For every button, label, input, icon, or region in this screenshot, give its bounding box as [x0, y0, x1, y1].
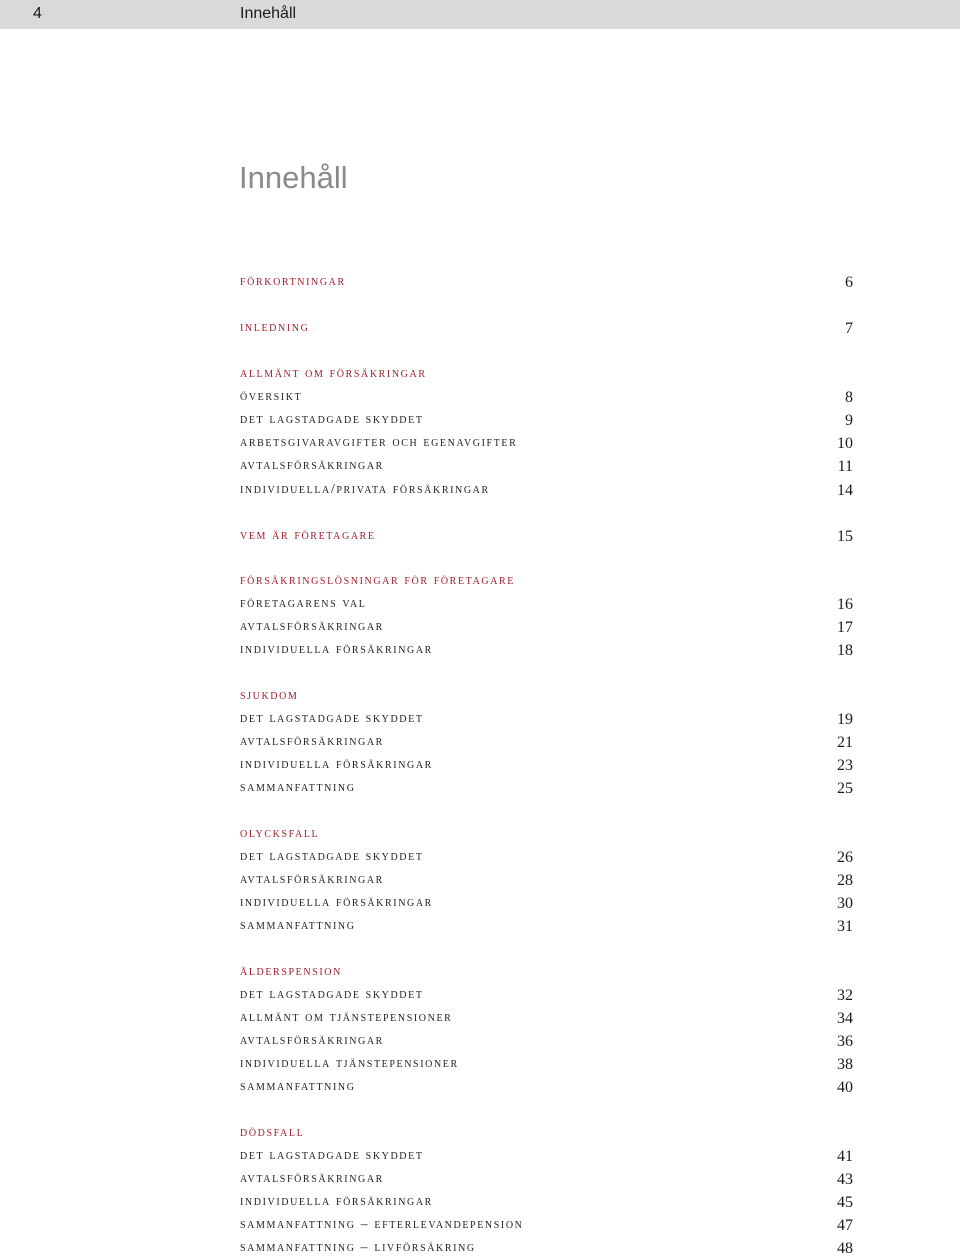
toc-entry — [240, 1054, 853, 1074]
toc-entry — [240, 410, 853, 430]
toc-page-number: 11 — [837, 458, 853, 475]
toc-label: avtalsförsäkringar — [240, 1033, 384, 1048]
toc-label: avtalsförsäkringar — [240, 619, 384, 634]
toc-page-number: 45 — [837, 1194, 853, 1211]
toc-label: individuella försäkringar — [240, 1194, 433, 1209]
toc-label: individuella/privata försäkringar — [240, 482, 490, 497]
toc-label: det lagstadgade skyddet — [240, 1148, 424, 1163]
toc-label: det lagstadgade skyddet — [240, 849, 424, 864]
toc-page-number: 23 — [837, 757, 853, 774]
toc-label: ålderspension — [240, 964, 342, 979]
toc-entry — [240, 847, 853, 867]
toc-page-number: 48 — [837, 1240, 853, 1257]
toc-label: arbetsgivaravgifter och egenavgifter — [240, 435, 518, 450]
toc-entry — [240, 870, 853, 890]
toc-page-number: 47 — [837, 1217, 853, 1234]
toc-entry — [240, 617, 853, 637]
toc-label: allmänt om tjänstepensioner — [240, 1010, 453, 1025]
toc-label: vem är företagare — [240, 528, 376, 543]
toc-label: sammanfattning — [240, 1079, 356, 1094]
toc-entry — [240, 893, 853, 913]
toc-label: individuella försäkringar — [240, 895, 433, 910]
toc-label: det lagstadgade skyddet — [240, 412, 424, 427]
toc-entry — [240, 1077, 853, 1097]
toc-page-number: 21 — [837, 734, 853, 751]
toc-entry — [240, 480, 853, 500]
toc-page-number: 32 — [837, 987, 853, 1004]
toc-page-number: 9 — [845, 412, 853, 429]
toc-page-number: 18 — [837, 642, 853, 659]
toc-page-number: 6 — [845, 274, 853, 291]
toc-page-number: 17 — [837, 619, 853, 636]
toc-entry — [240, 985, 853, 1005]
toc-entry — [240, 387, 853, 407]
toc-page-number: 30 — [837, 895, 853, 912]
toc-label: inledning — [240, 320, 310, 335]
toc-label: avtalsförsäkringar — [240, 872, 384, 887]
toc-label: individuella tjänstepensioner — [240, 1056, 459, 1071]
toc-page-number: 25 — [837, 780, 853, 797]
toc-page-number: 36 — [837, 1033, 853, 1050]
page-number: 4 — [33, 5, 42, 22]
toc-page-number: 26 — [837, 849, 853, 866]
toc-page-number: 10 — [837, 435, 853, 452]
toc-page-number: 8 — [845, 389, 853, 406]
toc-entry — [240, 1192, 853, 1212]
toc-label: avtalsförsäkringar — [240, 734, 384, 749]
toc-section — [240, 526, 853, 546]
toc-label: översikt — [240, 389, 303, 404]
toc-label: olycksfall — [240, 826, 320, 841]
toc-label: allmänt om försäkringar — [240, 366, 427, 381]
toc-section — [240, 962, 853, 982]
header-bar — [0, 0, 960, 29]
toc-page-number: 16 — [837, 596, 853, 613]
toc-label: individuella försäkringar — [240, 757, 433, 772]
toc-section — [240, 318, 853, 338]
toc-section — [240, 824, 853, 844]
toc-entry — [240, 755, 853, 775]
page-title: Innehåll — [239, 160, 348, 195]
toc-entry — [240, 1215, 853, 1235]
toc-entry — [240, 1031, 853, 1051]
toc-entry — [240, 456, 853, 476]
toc-label: företagarens val — [240, 596, 367, 611]
toc-entry — [240, 709, 853, 729]
toc-label: sammanfattning — [240, 780, 356, 795]
toc-entry — [240, 1238, 853, 1258]
toc-label: det lagstadgade skyddet — [240, 987, 424, 1002]
toc-section — [240, 686, 853, 706]
toc-page-number: 38 — [837, 1056, 853, 1073]
toc-label: dödsfall — [240, 1125, 305, 1140]
toc-page-number: 28 — [837, 872, 853, 889]
toc-entry — [240, 732, 853, 752]
toc-entry — [240, 916, 853, 936]
toc-page-number: 40 — [837, 1079, 853, 1096]
running-head: Innehåll — [240, 5, 297, 22]
toc-page-number: 34 — [837, 1010, 853, 1027]
toc-entry — [240, 1169, 853, 1189]
toc-entry — [240, 1008, 853, 1028]
toc-label: sammanfattning — [240, 918, 356, 933]
toc-page-number: 15 — [837, 528, 853, 545]
toc-label: förkortningar — [240, 274, 346, 289]
toc-page-number: 19 — [837, 711, 853, 728]
toc-section — [240, 1123, 853, 1143]
toc-page-number: 7 — [845, 320, 853, 337]
toc-entry — [240, 594, 853, 614]
toc-entry — [240, 640, 853, 660]
toc-label: sammanfattning – livförsäkring — [240, 1240, 476, 1255]
toc-page-number: 31 — [837, 918, 853, 935]
toc-section — [240, 272, 853, 292]
toc-label: försäkringslösningar för företagare — [240, 573, 516, 588]
toc-section — [240, 364, 853, 384]
toc-label: sammanfattning – efterlevandepension — [240, 1217, 524, 1232]
toc-section — [240, 571, 853, 591]
toc-label: individuella försäkringar — [240, 642, 433, 657]
toc-entry — [240, 778, 853, 798]
toc-label: sjukdom — [240, 688, 299, 703]
toc-entry — [240, 433, 853, 453]
toc-entry — [240, 1146, 853, 1166]
toc-label: det lagstadgade skyddet — [240, 711, 424, 726]
toc-label: avtalsförsäkringar — [240, 1171, 384, 1186]
toc-page-number: 43 — [837, 1171, 853, 1188]
toc-label: avtalsförsäkringar — [240, 458, 384, 473]
toc-page-number: 41 — [837, 1148, 853, 1165]
toc-page-number: 14 — [837, 482, 853, 499]
